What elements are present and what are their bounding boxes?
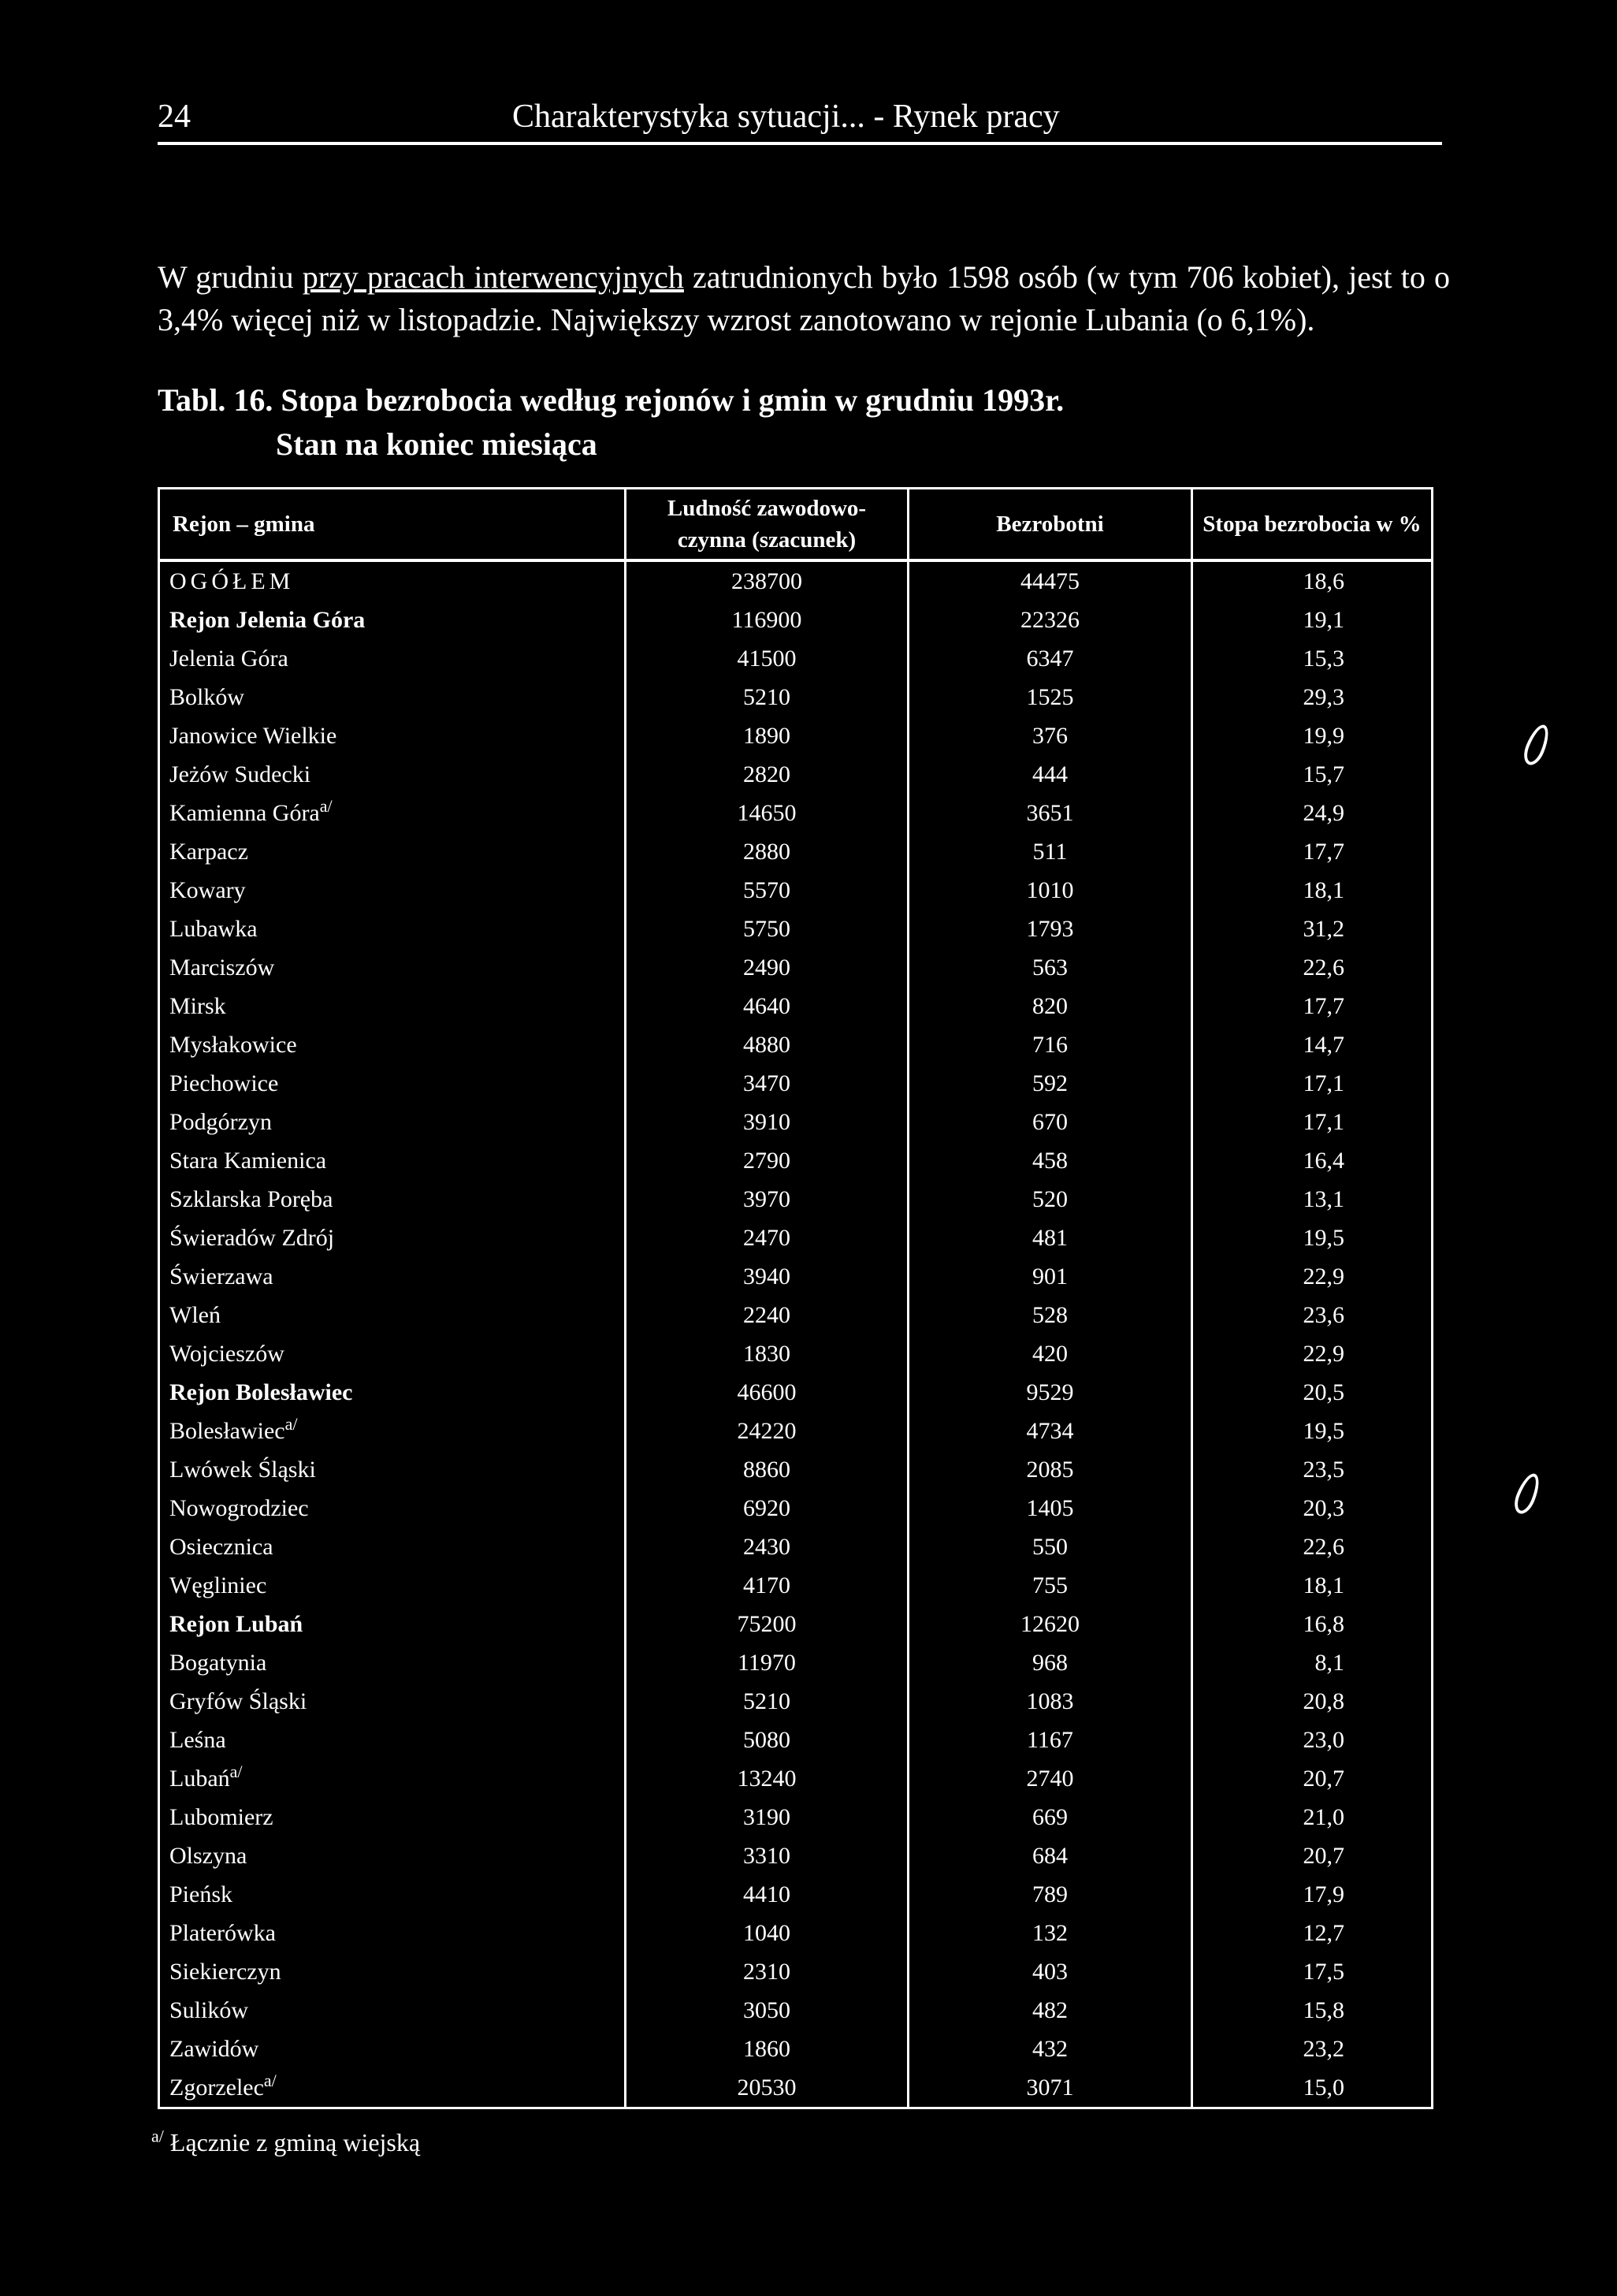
region-name: Kamienna Góra (169, 799, 320, 826)
table-row (159, 1836, 1433, 1875)
cell-population: 3050 (626, 1991, 909, 2030)
cell-population: 2880 (626, 832, 909, 871)
region-name: Nowogrodziec (169, 1494, 309, 1521)
region-name: Wojcieszów (169, 1340, 284, 1367)
cell-rate: 19,5 (1192, 1412, 1433, 1450)
cell-rate: 20,3 (1192, 1489, 1433, 1528)
cell-region-name (159, 1025, 626, 1064)
cell-region-name (159, 1412, 626, 1450)
cell-rate: 15,8 (1192, 1991, 1433, 2030)
table-title: Tabl. 16. Stopa bezrobocia według rejonów i gmin w grudniu 1993r. (158, 382, 1065, 418)
region-name: Leśna (169, 1726, 226, 1753)
cell-unemployed: 563 (909, 948, 1192, 987)
table-row (159, 1566, 1433, 1605)
cell-region-name (159, 1064, 626, 1103)
cell-rate: 29,3 (1192, 678, 1433, 716)
cell-unemployed: 789 (909, 1875, 1192, 1914)
cell-rate: 20,8 (1192, 1682, 1433, 1721)
cell-population: 116900 (626, 601, 909, 639)
cell-rate: 20,7 (1192, 1836, 1433, 1875)
cell-region-name (159, 1257, 626, 1296)
cell-population: 4880 (626, 1025, 909, 1064)
cell-population: 2470 (626, 1219, 909, 1257)
cell-rate: 17,1 (1192, 1103, 1433, 1141)
cell-unemployed: 1167 (909, 1721, 1192, 1759)
cell-unemployed: 684 (909, 1836, 1192, 1875)
region-name: Zawidów (169, 2035, 259, 2062)
cell-region-name (159, 1141, 626, 1180)
cell-unemployed: 132 (909, 1914, 1192, 1952)
cell-rate: 13,1 (1192, 1180, 1433, 1219)
cell-rate: 22,6 (1192, 948, 1433, 987)
region-name: Jelenia Góra (169, 645, 288, 672)
cell-region-name (159, 1450, 626, 1489)
cell-population: 11970 (626, 1643, 909, 1682)
table-row (159, 601, 1433, 639)
header-rule (158, 142, 1442, 145)
cell-population: 2240 (626, 1296, 909, 1334)
region-name: Gryfów Śląski (169, 1688, 307, 1714)
cell-region-name (159, 1914, 626, 1952)
footnote-marker: a/ (151, 2126, 164, 2146)
region-name: Marciszów (169, 954, 275, 981)
cell-region-name (159, 948, 626, 987)
table-row (159, 1798, 1433, 1836)
table-row (159, 1605, 1433, 1643)
cell-rate: 22,9 (1192, 1257, 1433, 1296)
region-name: Olszyna (169, 1842, 247, 1869)
table-row (159, 1412, 1433, 1450)
cell-population: 24220 (626, 1412, 909, 1450)
table-row (159, 639, 1433, 678)
cell-population: 6920 (626, 1489, 909, 1528)
cell-rate: 17,9 (1192, 1875, 1433, 1914)
table-row (159, 1875, 1433, 1914)
region-name: Janowice Wielkie (169, 722, 337, 749)
table-row (159, 716, 1433, 755)
cell-population: 1890 (626, 716, 909, 755)
cell-rate: 23,6 (1192, 1296, 1433, 1334)
intro-text-2: zatrudnionych było 1598 osób (w tym 706 kobiet), jest to o 3,4% więcej niż w listopadzie. Największy wzrost zanotowano w rejonie Lubania (o 6,1%). (158, 259, 1450, 337)
footnote-ref: a/ (284, 1413, 298, 1434)
cell-unemployed: 968 (909, 1643, 1192, 1682)
cell-population: 238700 (626, 560, 909, 601)
table-row (159, 2068, 1433, 2108)
region-name: Bogatynia (169, 1649, 267, 1676)
cell-rate: 23,5 (1192, 1450, 1433, 1489)
cell-region-name (159, 871, 626, 910)
cell-region-name (159, 910, 626, 948)
cell-rate: 17,1 (1192, 1064, 1433, 1103)
table-row (159, 1489, 1433, 1528)
cell-rate: 16,4 (1192, 1141, 1433, 1180)
cell-region-name (159, 1528, 626, 1566)
cell-region-name (159, 1103, 626, 1141)
cell-region-name (159, 1798, 626, 1836)
cell-rate: 20,7 (1192, 1759, 1433, 1798)
region-name: Rejon Jelenia Góra (169, 606, 366, 633)
region-name: Rejon Lubań (169, 1610, 303, 1637)
cell-population: 3970 (626, 1180, 909, 1219)
region-name: Świerzawa (169, 1263, 273, 1289)
table-row (159, 871, 1433, 910)
cell-unemployed: 432 (909, 2030, 1192, 2068)
cell-rate: 20,5 (1192, 1373, 1433, 1412)
cell-unemployed: 820 (909, 987, 1192, 1025)
column-header-unemployed: Bezrobotni (909, 489, 1192, 561)
cell-unemployed: 901 (909, 1257, 1192, 1296)
cell-unemployed: 4734 (909, 1412, 1192, 1450)
cell-region-name (159, 716, 626, 755)
cell-population: 5210 (626, 678, 909, 716)
table-row (159, 948, 1433, 987)
running-title: Charakterystyka sytuacji... - Rynek pracy (512, 99, 1060, 135)
region-name: Lubań (169, 1765, 230, 1792)
cell-rate: 15,0 (1192, 2068, 1433, 2108)
cell-rate: 23,0 (1192, 1721, 1433, 1759)
region-name: Osiecznica (169, 1533, 273, 1560)
region-name: Podgórzyn (169, 1108, 272, 1135)
cell-population: 5570 (626, 871, 909, 910)
cell-unemployed: 12620 (909, 1605, 1192, 1643)
cell-region-name (159, 987, 626, 1025)
table-row (159, 1991, 1433, 2030)
cell-rate: 17,7 (1192, 987, 1433, 1025)
page-number: 24 (158, 99, 191, 135)
region-name: Mysłakowice (169, 1031, 297, 1058)
cell-population: 1040 (626, 1914, 909, 1952)
cell-unemployed: 420 (909, 1334, 1192, 1373)
cell-unemployed: 22326 (909, 601, 1192, 639)
cell-population: 3190 (626, 1798, 909, 1836)
cell-population: 3470 (626, 1064, 909, 1103)
cell-unemployed: 592 (909, 1064, 1192, 1103)
cell-rate: 19,1 (1192, 601, 1433, 639)
footnote-ref: a/ (229, 1761, 243, 1781)
region-name: Bolków (169, 683, 245, 710)
cell-unemployed: 2085 (909, 1450, 1192, 1489)
scan-artifact-mark (1520, 721, 1553, 768)
cell-unemployed: 444 (909, 755, 1192, 794)
intro-paragraph (158, 256, 1450, 341)
cell-rate: 21,0 (1192, 1798, 1433, 1836)
cell-region-name (159, 1643, 626, 1682)
region-name: Rejon Bolesławiec (169, 1379, 353, 1405)
table-header-row (159, 489, 1433, 561)
region-name: Jeżów Sudecki (169, 761, 311, 787)
cell-rate: 18,1 (1192, 871, 1433, 910)
cell-rate: 19,9 (1192, 716, 1433, 755)
cell-population: 3910 (626, 1103, 909, 1141)
table-row (159, 794, 1433, 832)
table-row (159, 1257, 1433, 1296)
cell-region-name (159, 601, 626, 639)
cell-population: 2310 (626, 1952, 909, 1991)
cell-rate: 31,2 (1192, 910, 1433, 948)
table-row (159, 1721, 1433, 1759)
scan-artifact-mark (1511, 1470, 1544, 1516)
region-name: Sulików (169, 1996, 249, 2023)
cell-rate: 17,7 (1192, 832, 1433, 871)
region-name: OGÓŁEM (169, 567, 295, 594)
table-row (159, 1296, 1433, 1334)
footnote-text: Łącznie z gminą wiejską (169, 2128, 421, 2156)
cell-population: 1860 (626, 2030, 909, 2068)
cell-unemployed: 511 (909, 832, 1192, 871)
cell-population: 3940 (626, 1257, 909, 1296)
table-row (159, 1334, 1433, 1373)
table-body (159, 560, 1433, 2108)
region-name: Mirsk (169, 992, 226, 1019)
cell-region-name (159, 755, 626, 794)
table-row (159, 1643, 1433, 1682)
cell-rate: 24,9 (1192, 794, 1433, 832)
cell-rate: 22,6 (1192, 1528, 1433, 1566)
cell-rate: 16,8 (1192, 1605, 1433, 1643)
cell-rate: 12,7 (1192, 1914, 1433, 1952)
cell-region-name (159, 1219, 626, 1257)
cell-region-name (159, 1875, 626, 1914)
cell-population: 5750 (626, 910, 909, 948)
table-row (159, 1064, 1433, 1103)
cell-region-name (159, 1566, 626, 1605)
table-row (159, 987, 1433, 1025)
cell-region-name (159, 1952, 626, 1991)
cell-unemployed: 6347 (909, 639, 1192, 678)
cell-unemployed: 520 (909, 1180, 1192, 1219)
cell-unemployed: 1083 (909, 1682, 1192, 1721)
table-row (159, 1025, 1433, 1064)
cell-region-name (159, 2030, 626, 2068)
cell-population: 4170 (626, 1566, 909, 1605)
table-row (159, 755, 1433, 794)
region-name: Lubawka (169, 915, 258, 942)
region-name: Piechowice (169, 1070, 279, 1096)
cell-region-name (159, 1605, 626, 1643)
region-name: Bolesławiec (169, 1417, 285, 1444)
cell-unemployed: 1793 (909, 910, 1192, 948)
region-name: Świeradów Zdrój (169, 1224, 335, 1251)
intro-underlined-text: przy pracach interwencyjnych (302, 259, 684, 295)
cell-unemployed: 2740 (909, 1759, 1192, 1798)
region-name: Wleń (169, 1301, 221, 1328)
column-header-region: Rejon – gmina (159, 489, 626, 561)
unemployment-table (158, 487, 1433, 2109)
table-row (159, 678, 1433, 716)
cell-unemployed: 481 (909, 1219, 1192, 1257)
region-name: Siekierczyn (169, 1958, 281, 1985)
cell-population: 41500 (626, 639, 909, 678)
cell-rate: 23,2 (1192, 2030, 1433, 2068)
cell-region-name (159, 1721, 626, 1759)
cell-region-name (159, 794, 626, 832)
cell-population: 13240 (626, 1759, 909, 1798)
cell-unemployed: 458 (909, 1141, 1192, 1180)
cell-rate: 19,5 (1192, 1219, 1433, 1257)
cell-unemployed: 376 (909, 716, 1192, 755)
footnote (151, 2125, 420, 2160)
cell-rate: 15,7 (1192, 755, 1433, 794)
cell-region-name (159, 1334, 626, 1373)
region-name: Zgorzelec (169, 2074, 264, 2101)
table-row (159, 1373, 1433, 1412)
cell-region-name (159, 1836, 626, 1875)
cell-region-name (159, 1296, 626, 1334)
cell-population: 2820 (626, 755, 909, 794)
cell-unemployed: 528 (909, 1296, 1192, 1334)
region-name: Szklarska Poręba (169, 1185, 333, 1212)
cell-region-name (159, 1180, 626, 1219)
table-row (159, 2030, 1433, 2068)
cell-rate: 18,6 (1192, 560, 1433, 601)
footnote-ref: a/ (319, 795, 333, 816)
cell-unemployed: 482 (909, 1991, 1192, 2030)
footnote-ref: a/ (263, 2070, 277, 2090)
cell-rate: 14,7 (1192, 1025, 1433, 1064)
table-row (159, 1914, 1433, 1952)
table-row (159, 1952, 1433, 1991)
cell-unemployed: 3651 (909, 794, 1192, 832)
cell-population: 2490 (626, 948, 909, 987)
table-row (159, 910, 1433, 948)
cell-region-name (159, 1373, 626, 1412)
cell-rate: 22,9 (1192, 1334, 1433, 1373)
table-row (159, 1219, 1433, 1257)
cell-region-name (159, 1991, 626, 2030)
cell-population: 8860 (626, 1450, 909, 1489)
region-name: Kowary (169, 876, 246, 903)
cell-population: 5210 (626, 1682, 909, 1721)
region-name: Lwówek Śląski (169, 1456, 316, 1483)
region-name: Stara Kamienica (169, 1147, 327, 1174)
table-row (159, 560, 1433, 601)
cell-region-name (159, 560, 626, 601)
column-header-population: Ludność zawodowo-czynna (szacunek) (626, 489, 909, 561)
column-header-rate: Stopa bezrobocia w % (1192, 489, 1433, 561)
table-caption (158, 378, 1450, 467)
intro-text-1: W grudniu (158, 259, 303, 295)
cell-unemployed: 44475 (909, 560, 1192, 601)
cell-unemployed: 403 (909, 1952, 1192, 1991)
cell-unemployed: 1525 (909, 678, 1192, 716)
cell-unemployed: 716 (909, 1025, 1192, 1064)
cell-region-name (159, 1682, 626, 1721)
region-name: Karpacz (169, 838, 248, 865)
cell-population: 75200 (626, 1605, 909, 1643)
cell-population: 3310 (626, 1836, 909, 1875)
cell-unemployed: 669 (909, 1798, 1192, 1836)
region-name: Lubomierz (169, 1803, 273, 1830)
page-header (158, 93, 1442, 140)
table-row (159, 1759, 1433, 1798)
cell-population: 2430 (626, 1528, 909, 1566)
cell-population: 4410 (626, 1875, 909, 1914)
cell-rate: 8,1 (1192, 1643, 1433, 1682)
cell-unemployed: 9529 (909, 1373, 1192, 1412)
cell-population: 5080 (626, 1721, 909, 1759)
cell-population: 4640 (626, 987, 909, 1025)
cell-population: 1830 (626, 1334, 909, 1373)
cell-unemployed: 1010 (909, 871, 1192, 910)
cell-region-name (159, 678, 626, 716)
cell-population: 14650 (626, 794, 909, 832)
cell-unemployed: 550 (909, 1528, 1192, 1566)
table-row (159, 1450, 1433, 1489)
cell-region-name (159, 1489, 626, 1528)
cell-rate: 15,3 (1192, 639, 1433, 678)
table-subtitle: Stan na koniec miesiąca (276, 426, 597, 462)
cell-region-name (159, 2068, 626, 2108)
cell-rate: 17,5 (1192, 1952, 1433, 1991)
table-row (159, 1141, 1433, 1180)
cell-population: 2790 (626, 1141, 909, 1180)
table-row (159, 1103, 1433, 1141)
region-name: Platerówka (169, 1919, 276, 1946)
cell-unemployed: 3071 (909, 2068, 1192, 2108)
cell-unemployed: 1405 (909, 1489, 1192, 1528)
table-row (159, 1682, 1433, 1721)
cell-population: 20530 (626, 2068, 909, 2108)
cell-population: 46600 (626, 1373, 909, 1412)
cell-unemployed: 670 (909, 1103, 1192, 1141)
region-name: Węgliniec (169, 1572, 267, 1598)
table-row (159, 1528, 1433, 1566)
cell-region-name (159, 1759, 626, 1798)
cell-rate: 18,1 (1192, 1566, 1433, 1605)
cell-region-name (159, 832, 626, 871)
cell-region-name (159, 639, 626, 678)
table-row (159, 1180, 1433, 1219)
region-name: Pieńsk (169, 1881, 233, 1907)
cell-unemployed: 755 (909, 1566, 1192, 1605)
table-row (159, 832, 1433, 871)
